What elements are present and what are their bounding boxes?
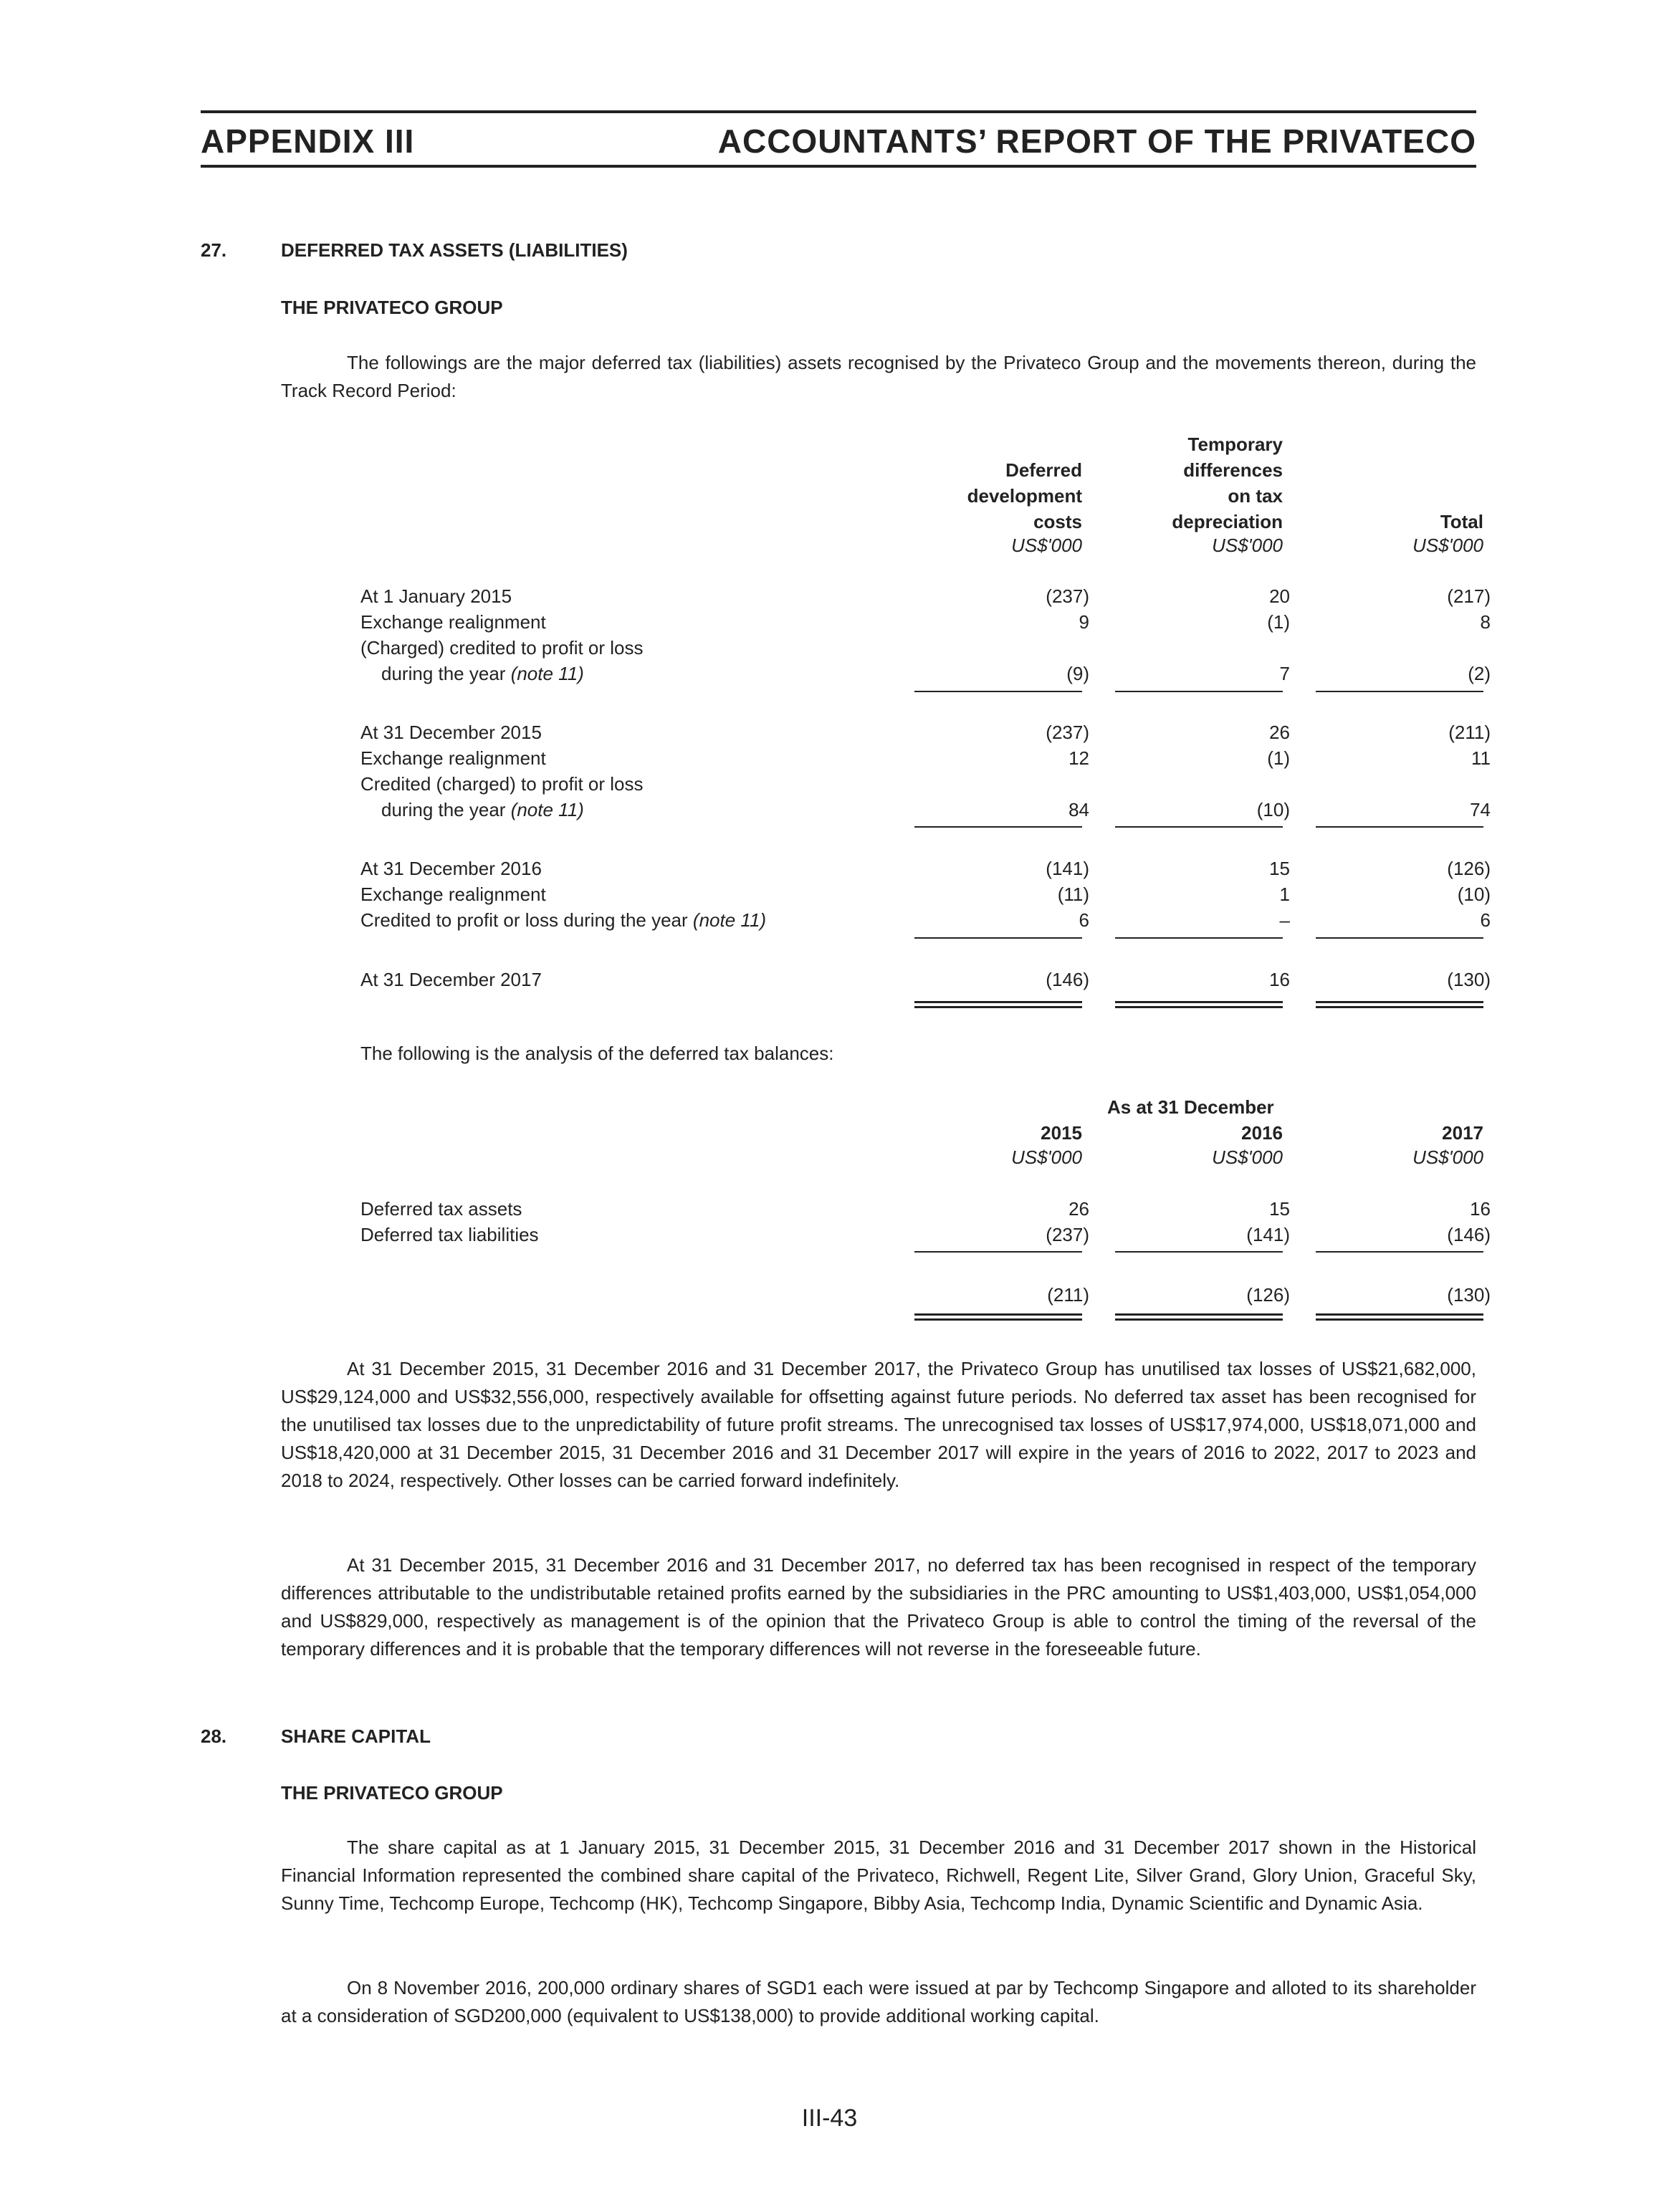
cell-value: 26 (1269, 722, 1290, 743)
subtotal-rule (1316, 826, 1483, 828)
subtotal-rule (1115, 691, 1283, 692)
cell-value: (11) (1057, 884, 1089, 905)
section-27-title: DEFERRED TAX ASSETS (LIABILITIES) (281, 239, 628, 261)
cell-value: 11 (1471, 747, 1491, 769)
as-at-header: As at 31 December (1107, 1096, 1274, 1118)
row-label: At 31 December 2015 (360, 722, 542, 743)
cell-value: 15 (1269, 858, 1290, 879)
section-28-subtitle: THE PRIVATECO GROUP (281, 1782, 503, 1804)
subtotal-rule (914, 1251, 1082, 1253)
subtotal-rule (914, 691, 1082, 692)
cell-value: 15 (1269, 1198, 1290, 1220)
cell-value: 9 (1079, 611, 1089, 633)
year-2015-header: 2015 (1041, 1122, 1082, 1144)
cell-value: (130) (1447, 969, 1491, 990)
cell-value: 8 (1480, 611, 1491, 633)
row-label: Deferred tax assets (360, 1198, 522, 1220)
total-2016: (126) (1246, 1284, 1290, 1306)
row-label: Credited to profit or loss during the year (note 11) (360, 909, 767, 931)
cell-value: (211) (1448, 722, 1491, 743)
analysis-intro: The following is the analysis of the deferred tax balances: (360, 1043, 834, 1064)
cell-value: 26 (1068, 1198, 1089, 1220)
year-2017-header: 2017 (1442, 1122, 1483, 1144)
total-double-rule (1316, 1313, 1483, 1321)
subtotal-rule (1316, 691, 1483, 692)
col-header-total: Total (1440, 511, 1483, 532)
row-label: Exchange realignment (360, 884, 546, 905)
unit-label: US$'000 (1212, 1146, 1283, 1168)
cell-value: (9) (1066, 663, 1089, 684)
cell-value: (10) (1256, 799, 1290, 820)
cell-value: 6 (1480, 909, 1491, 931)
subtotal-rule (1316, 1251, 1483, 1253)
cell-value: 74 (1470, 799, 1491, 820)
cell-value: (10) (1457, 884, 1491, 905)
total-2015: (211) (1047, 1284, 1089, 1306)
subtotal-rule (1115, 1251, 1283, 1253)
page-number: III-43 (801, 2105, 858, 2132)
cell-value: 20 (1269, 585, 1290, 607)
cell-value: 84 (1068, 799, 1089, 820)
cell-value: (146) (1046, 969, 1089, 990)
year-2016-header: 2016 (1241, 1122, 1283, 1144)
section-28-title: SHARE CAPITAL (281, 1725, 431, 1747)
cell-value: 16 (1470, 1198, 1491, 1220)
total-double-rule (1316, 1001, 1483, 1008)
section-28-number: 28. (201, 1725, 227, 1747)
cell-value: (237) (1046, 585, 1089, 607)
subtotal-rule (1115, 826, 1283, 828)
row-label: At 1 January 2015 (360, 585, 512, 607)
row-label: Exchange realignment (360, 747, 546, 769)
unit-label: US$'000 (1011, 1146, 1082, 1168)
row-label: Credited (charged) to profit or loss (360, 773, 644, 795)
row-label: (Charged) credited to profit or loss (360, 637, 644, 659)
unit-label: US$'000 (1212, 535, 1283, 556)
report-title: ACCOUNTANTS’ REPORT OF THE PRIVATECO (717, 123, 1476, 160)
total-double-rule (914, 1001, 1082, 1008)
cell-value: 6 (1079, 909, 1089, 931)
cell-value: (237) (1046, 1224, 1089, 1245)
cell-value: (126) (1447, 858, 1491, 879)
total-2017: (130) (1447, 1284, 1491, 1306)
row-label: Exchange realignment (360, 611, 546, 633)
cell-value: (2) (1468, 663, 1491, 684)
cell-value: (217) (1447, 585, 1491, 607)
row-label: At 31 December 2016 (360, 858, 542, 879)
total-double-rule (914, 1313, 1082, 1321)
row-label: At 31 December 2017 (360, 969, 542, 990)
subtotal-rule (914, 826, 1082, 828)
cell-value: (1) (1267, 747, 1290, 769)
appendix-label: APPENDIX III (201, 123, 415, 160)
cell-value: 12 (1068, 747, 1089, 769)
subtotal-rule (914, 937, 1082, 939)
unit-label: US$'000 (1412, 535, 1483, 556)
col-header-deferred-development-costs: Deferred development costs (967, 459, 1082, 532)
unit-label: US$'000 (1011, 535, 1082, 556)
cell-value: 1 (1279, 884, 1290, 905)
cell-value: – (1279, 909, 1290, 931)
cell-value: (1) (1267, 611, 1290, 633)
subtotal-rule (1316, 937, 1483, 939)
total-double-rule (1115, 1001, 1283, 1008)
cell-value: (141) (1246, 1224, 1290, 1245)
section-27-subtitle: THE PRIVATECO GROUP (281, 297, 503, 318)
page-header (201, 110, 1476, 168)
row-label: Deferred tax liabilities (360, 1224, 539, 1245)
section-27-number: 27. (201, 239, 227, 261)
section-27-intro: The followings are the major deferred tax (liabilities) assets recognised by the Privateco Group and the movements thereon, during the Track Record Period: (281, 352, 1476, 401)
share-issue-paragraph: On 8 November 2016, 200,000 ordinary shares of SGD1 each were issued at par by Techcomp Singapore and alloted to its shareholder at a consideration of SGD200,000 (equivalent to US$138,000) to provide additional working capital. (281, 1977, 1476, 2026)
cell-value: 16 (1269, 969, 1290, 990)
cell-value: (146) (1447, 1224, 1491, 1245)
cell-value: (141) (1046, 858, 1089, 879)
total-double-rule (1115, 1313, 1283, 1321)
share-capital-paragraph: The share capital as at 1 January 2015, 31 December 2015, 31 December 2016 and 31 December 2017 shown in the Historical Financial Information represented the combined share capital of the Privateco, Richwell, Regent Lite, Silver Grand, Glory Union, Graceful Sky, Sunny Time, Techcomp Europe, Techcomp (HK), Techcomp Singapore, Bibby Asia, Techcomp India, Dynamic Scientific and Dynamic Asia. (281, 1837, 1476, 1914)
col-header-temporary-differences: Temporary differences on tax depreciation (1172, 434, 1283, 532)
tax-losses-paragraph: At 31 December 2015, 31 December 2016 and 31 December 2017, the Privateco Group has unutilised tax losses of US$21,682,000, US$29,124,000 and US$32,556,000, respectively available for offsetting against future periods. No deferred tax asset has been recognised for the unutilised tax losses due to the unpredictability of future profit streams. The unrecognised tax losses of US$17,974,000, US$18,071,000 and US$18,420,000 at 31 December 2015, 31 December 2016 and 31 December 2017 will expire in the years of 2016 to 2022, 2017 to 2023 and 2018 to 2024, respectively. Other losses can be carried forward indefinitely. (281, 1358, 1476, 1491)
row-label: during the year (note 11) (381, 663, 584, 684)
subtotal-rule (1115, 937, 1283, 939)
undistributed-profits-paragraph: At 31 December 2015, 31 December 2016 and 31 December 2017, no deferred tax has been recognised in respect of the temporary differences attributable to the undistributable retained profits earned by the subsidiaries in the PRC amounting to US$1,403,000, US$1,054,000 and US$829,000, respectively as management is of the opinion that the Privateco Group is able to control the timing of the reversal of the temporary differences and it is probable that the temporary differences will not reverse in the foreseeable future. (281, 1554, 1476, 1660)
cell-value: (237) (1046, 722, 1089, 743)
cell-value: 7 (1279, 663, 1290, 684)
unit-label: US$'000 (1412, 1146, 1483, 1168)
row-label: during the year (note 11) (381, 799, 584, 820)
